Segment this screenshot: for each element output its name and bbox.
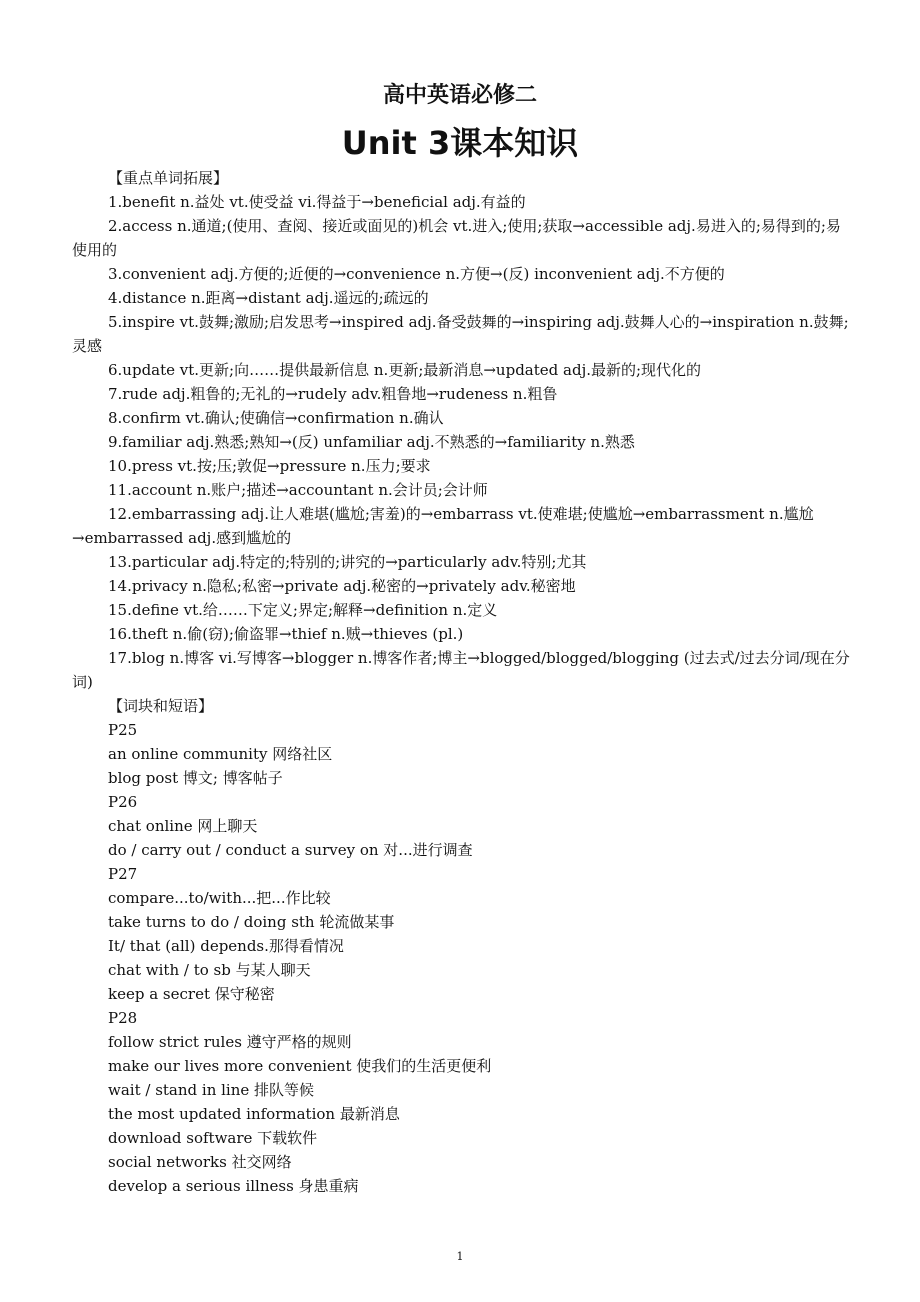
- vocab-item: 7.rude adj.粗鲁的;无礼的→rudely adv.粗鲁地→rudeness n.粗鲁: [108, 385, 558, 403]
- vocab-item: 4.distance n.距离→distant adj.遥远的;疏远的: [108, 289, 429, 307]
- phrase-item: follow strict rules 遵守严格的规则: [108, 1033, 352, 1051]
- vocab-item: 6.update vt.更新;向……提供最新信息 n.更新;最新消息→updated adj.最新的;现代化的: [108, 361, 702, 379]
- vocab-heading: 【重点单词拓展】: [108, 169, 229, 187]
- vocab-item: 5.inspire vt.鼓舞;激励;启发思考→inspired adj.备受鼓舞的→inspiring adj.鼓舞人心的→inspiration n.鼓舞;灵感: [72, 313, 849, 355]
- document-subtitle: Unit 3课本知识: [341, 124, 579, 162]
- phrase-item: do / carry out / conduct a survey on 对...进行调查: [108, 841, 473, 859]
- phrase-item: develop a serious illness 身患重病: [108, 1177, 359, 1195]
- document-body: [72, 166, 850, 1198]
- phrase-item: blog post 博文; 博客帖子: [108, 769, 283, 787]
- phrase-item: chat online 网上聊天: [108, 817, 258, 835]
- phrase-item: an online community 网络社区: [108, 745, 333, 763]
- page-ref: P28: [108, 1009, 138, 1027]
- vocab-item: 11.account n.账户;描述→accountant n.会计员;会计师: [108, 481, 488, 499]
- phrase-item: download software 下载软件: [108, 1129, 318, 1147]
- vocab-item: 10.press vt.按;压;敦促→pressure n.压力;要求: [108, 457, 431, 475]
- phrases-heading: 【词块和短语】: [108, 697, 214, 715]
- vocab-item: 2.access n.通道;(使用、查阅、接近或面见的)机会 vt.进入;使用;获取→accessible adj.易进入的;易得到的;易使用的: [72, 217, 841, 259]
- phrase-item: make our lives more convenient 使我们的生活更便利: [108, 1057, 492, 1075]
- page-ref: P26: [108, 793, 138, 811]
- page-number: 1: [456, 1250, 464, 1263]
- phrase-item: compare...to/with...把...作比较: [108, 889, 331, 907]
- phrase-item: chat with / to sb 与某人聊天: [108, 961, 311, 979]
- phrase-item: It/ that (all) depends.那得看情况: [108, 937, 344, 955]
- vocab-item: 17.blog n.博客 vi.写博客→blogger n.博客作者;博主→blogged/blogged/blogging (过去式/过去分词/现在分词): [72, 649, 850, 691]
- vocab-item: 1.benefit n.益处 vt.使受益 vi.得益于→beneficial adj.有益的: [108, 193, 526, 211]
- vocab-item: 9.familiar adj.熟悉;熟知→(反) unfamiliar adj.不熟悉的→familiarity n.熟悉: [108, 433, 635, 451]
- vocab-item: 16.theft n.偷(窃);偷盗罪→thief n.贼→thieves (pl.): [108, 625, 464, 643]
- vocab-item: 12.embarrassing adj.让人难堪(尴尬;害羞)的→embarrass vt.使难堪;使尴尬→embarrassment n.尴尬→embarrassed adj.感到尴尬的: [72, 505, 814, 547]
- vocab-item: 15.define vt.给……下定义;界定;解释→definition n.定义: [108, 601, 498, 619]
- document-title: 高中英语必修二: [382, 83, 537, 108]
- phrase-item: social networks 社交网络: [108, 1153, 292, 1171]
- phrase-item: the most updated information 最新消息: [108, 1105, 400, 1123]
- page-ref: P27: [108, 865, 138, 883]
- phrase-item: take turns to do / doing sth 轮流做某事: [108, 913, 395, 931]
- vocab-item: 14.privacy n.隐私;私密→private adj.秘密的→privately adv.秘密地: [108, 577, 576, 595]
- vocab-item: 13.particular adj.特定的;特别的;讲究的→particularly adv.特别;尤其: [108, 553, 587, 571]
- phrase-item: keep a secret 保守秘密: [108, 985, 275, 1003]
- page-ref: P25: [108, 721, 138, 739]
- vocab-item: 3.convenient adj.方便的;近便的→convenience n.方便→(反) inconvenient adj.不方便的: [108, 265, 725, 283]
- phrase-item: wait / stand in line 排队等候: [108, 1081, 315, 1099]
- vocab-item: 8.confirm vt.确认;使确信→confirmation n.确认: [108, 409, 444, 427]
